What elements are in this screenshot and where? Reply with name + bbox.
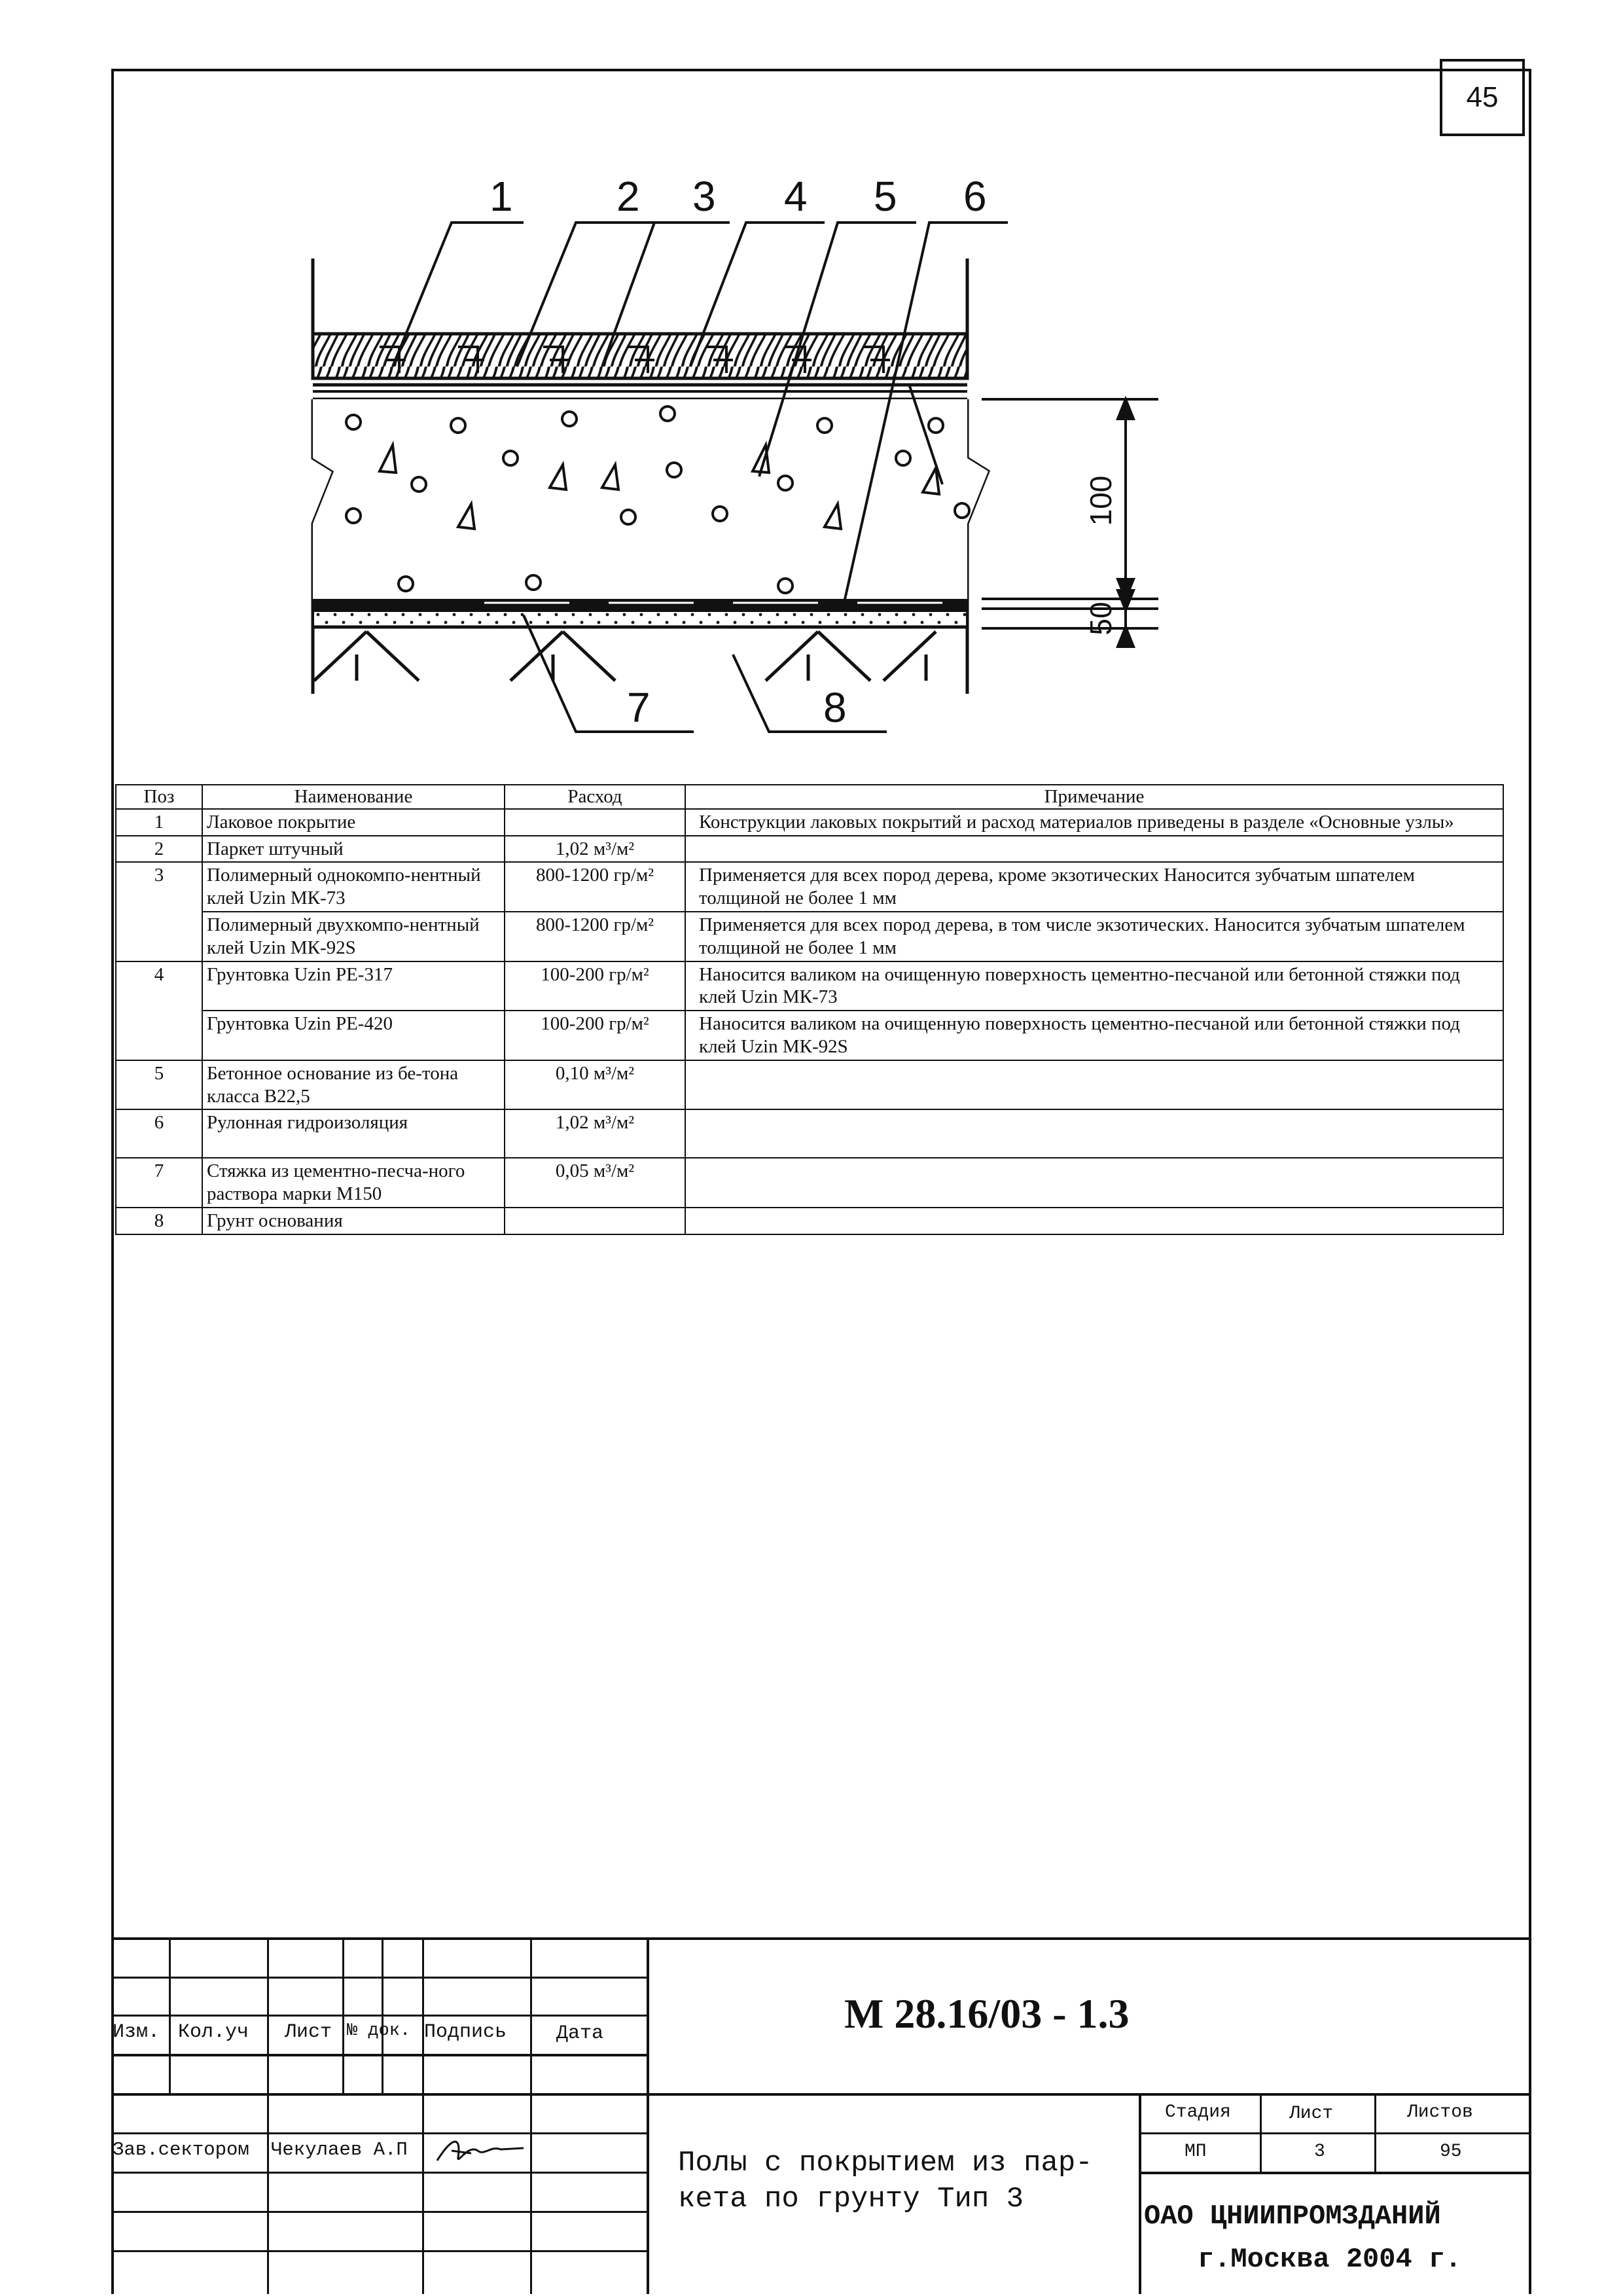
title-block: [111, 1937, 1531, 2294]
row-pos: 4: [116, 961, 202, 1060]
callout-4: 4: [784, 173, 808, 220]
col-kol-uch: Кол.уч: [178, 2021, 249, 2043]
row-pos: 3: [116, 862, 202, 961]
callout-8: 8: [823, 684, 847, 731]
callout-5: 5: [874, 173, 897, 220]
row-note: [685, 836, 1503, 863]
row-pos: 5: [116, 1060, 202, 1110]
specification-table: [115, 784, 1504, 1235]
table-row: [116, 1060, 1503, 1110]
row-rate: [505, 809, 685, 836]
row-rate: 800-1200 гр/м²: [505, 912, 685, 961]
callout-1: 1: [490, 173, 513, 220]
row-note: Применяется для всех пород дерева, в том числе экзотических. Наносится зубчатым шпателем толщиной не более 1 мм: [685, 912, 1503, 961]
col-doc-no: № док.: [347, 2021, 411, 2041]
page-number: 45: [1440, 59, 1525, 136]
row-note: [685, 1109, 1503, 1158]
document-code: М 28.16/03 - 1.3: [844, 1990, 1130, 2037]
table-header-row: [116, 785, 1503, 809]
organization-city-year: г.Москва 2004 г.: [1198, 2244, 1462, 2275]
row-name: Полимерный однокомпо-нентный клей Uzin МК-73: [202, 862, 505, 912]
row-rate: 800-1200 гр/м²: [505, 862, 685, 912]
sheet-label: Лист: [1289, 2104, 1334, 2124]
dim-100: 100: [1084, 475, 1118, 526]
callout-7: 7: [627, 684, 651, 731]
row-pos: 7: [116, 1158, 202, 1208]
row-pos: 2: [116, 836, 202, 863]
header-pos: Поз: [116, 785, 202, 809]
col-date: Дата: [556, 2022, 604, 2045]
row-pos: 1: [116, 809, 202, 836]
stage-label: Стадия: [1165, 2102, 1231, 2123]
row-pos: 6: [116, 1109, 202, 1158]
adhesive-primer-lines: [313, 385, 967, 399]
table-row: [116, 961, 1503, 1011]
row-note: Конструкции лаковых покрытий и расход материалов приведены в разделе «Основные узлы»: [685, 809, 1503, 836]
parquet-layer: [313, 334, 967, 378]
row-rate: 100-200 гр/м²: [505, 1011, 685, 1060]
row-name: Грунтовка Uzin PE-420: [202, 1011, 505, 1060]
col-izm: Изм.: [113, 2021, 160, 2043]
row-name: Рулонная гидроизоляция: [202, 1109, 505, 1158]
table-row: [116, 1208, 1503, 1234]
dim-50: 50: [1084, 601, 1118, 636]
row-rate: 1,02 м³/м²: [505, 836, 685, 863]
row-name: Стяжка из цементно-песча-ного раствора марки М150: [202, 1158, 505, 1208]
col-signature: Подпись: [424, 2021, 507, 2043]
table-row: [116, 836, 1503, 863]
sheets-value: 95: [1440, 2142, 1462, 2162]
signature: [432, 2131, 530, 2170]
row-rate: 0,05 м³/м²: [505, 1158, 685, 1208]
row-rate: [505, 1208, 685, 1234]
sheet-value: 3: [1314, 2142, 1325, 2162]
header-rate: Расход: [505, 785, 685, 809]
table-row: [116, 1011, 1503, 1060]
floor-section-drawing: [0, 0, 1623, 779]
callout-6: 6: [963, 173, 987, 220]
sheets-label: Листов: [1407, 2102, 1473, 2123]
row-note: [685, 1060, 1503, 1110]
row-pos: 8: [116, 1208, 202, 1234]
role-label: Зав.сектором: [113, 2139, 249, 2161]
table-row: [116, 862, 1503, 912]
person-name: Чекулаев А.П: [271, 2139, 408, 2161]
table-row: [116, 809, 1503, 836]
row-note: [685, 1158, 1503, 1208]
callout-3: 3: [692, 173, 716, 220]
screed-layer: [313, 611, 967, 627]
header-note: Примечание: [685, 785, 1503, 809]
row-name: Лаковое покрытие: [202, 809, 505, 836]
dimension-lines: [982, 399, 1158, 647]
waterproofing-layer: [313, 599, 967, 611]
row-rate: 1,02 м³/м²: [505, 1109, 685, 1158]
row-name: Грунт основания: [202, 1208, 505, 1234]
col-list: Лист: [285, 2021, 332, 2043]
callout-2: 2: [616, 173, 640, 220]
row-name: Полимерный двухкомпо-нентный клей Uzin МК-92S: [202, 912, 505, 961]
row-name: Грунтовка Uzin PE-317: [202, 961, 505, 1011]
row-name: Бетонное основание из бе-тона класса В22,5: [202, 1060, 505, 1110]
row-note: Наносится валиком на очищенную поверхность цементно-песчаной или бетонной стяжки под клей Uzin МК-92S: [685, 1011, 1503, 1060]
stage-value: МП: [1185, 2142, 1207, 2162]
row-note: [685, 1208, 1503, 1234]
row-rate: 0,10 м³/м²: [505, 1060, 685, 1110]
row-name: Паркет штучный: [202, 836, 505, 863]
row-rate: 100-200 гр/м²: [505, 961, 685, 1011]
drawing-title: Полы с покрытием из пар-кета по грунту Тип 3: [678, 2147, 1093, 2215]
row-note: Применяется для всех пород дерева, кроме экзотических Наносится зубчатым шпателем толщиной не более 1 мм: [685, 862, 1503, 912]
concrete-base: [313, 399, 988, 599]
header-name: Наименование: [202, 785, 505, 809]
organization-name: ОАО ЦНИИПРОМЗДАНИЙ: [1144, 2200, 1441, 2232]
table-row: [116, 1109, 1503, 1158]
table-row: [116, 1158, 1503, 1208]
row-note: Наносится валиком на очищенную поверхность цементно-песчаной или бетонной стяжки под клей Uzin МК-73: [685, 961, 1503, 1011]
table-row: [116, 912, 1503, 961]
